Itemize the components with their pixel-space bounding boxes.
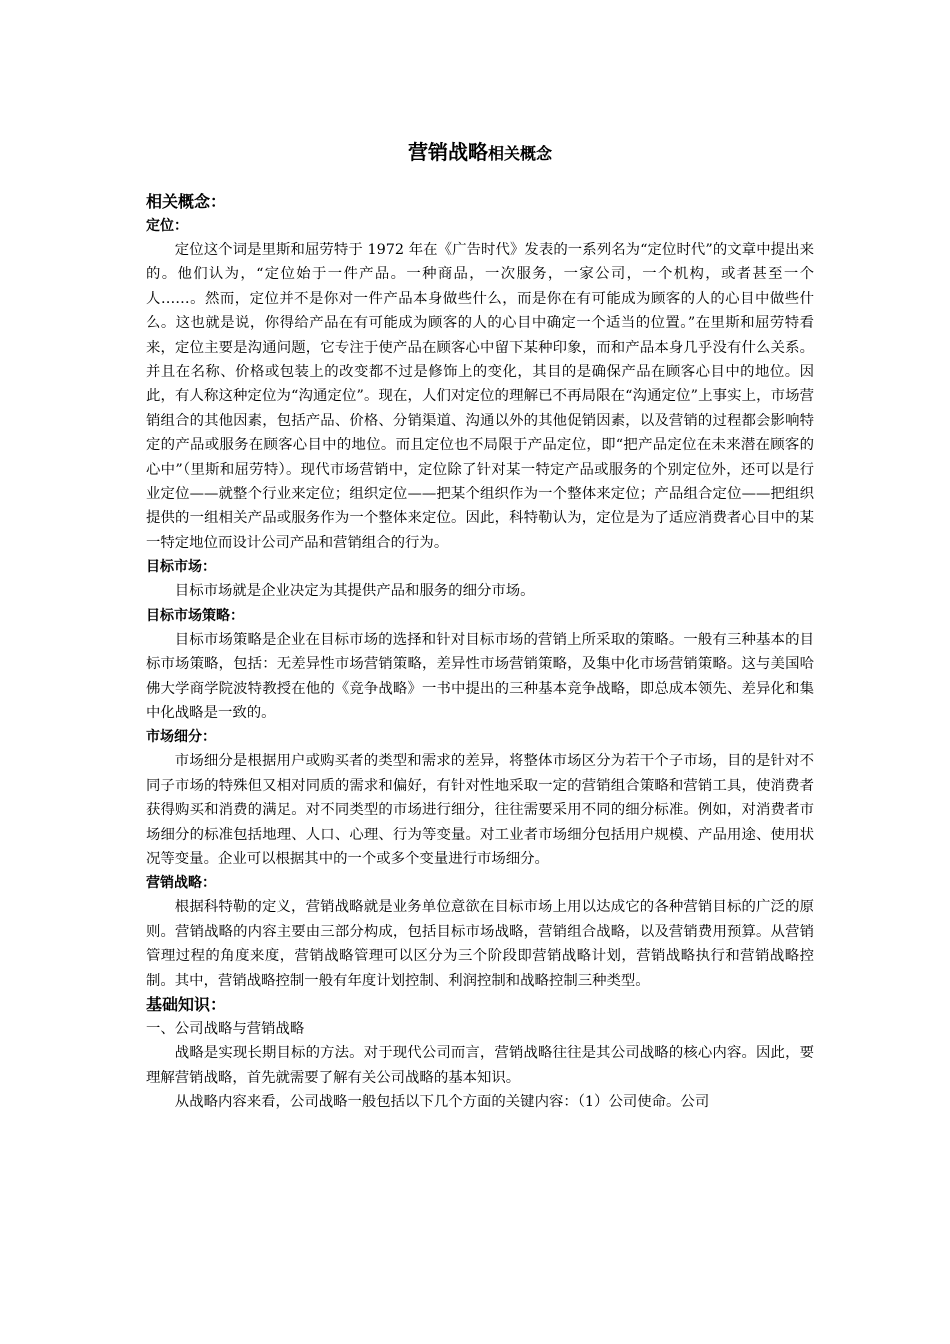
marketing-strategy-heading: 营销战略： [146,875,216,892]
marketing-strategy-paragraph: 根据科特勒的定义，营销战略就是业务单位意欲在目标市场上用以达成它的各种营销目标的广泛的原则。营销战略的内容主要由三部分构成，包括目标市场战略，营销组合战略，以及营销费用预算。从营销管理过程的角度来度，营销战略管理可以区分为三个阶段即营销战略计划，营销战略执行和营销战略控制。其中，营销战略控制一般有年度计划控制、利润控制和战略控制三种类型。 [146,899,814,989]
concepts-heading: 相关概念： [146,192,227,211]
target-strategy-heading: 目标市场策略： [146,607,244,624]
title-main: 营销战略 [407,140,488,164]
segmentation-heading: 市场细分： [146,729,216,746]
title-sub: 相关概念 [487,144,552,163]
target-strategy-paragraph: 目标市场策略是企业在目标市场的选择和针对目标市场的营销上所采取的策略。一般有三种基本的目标市场策略，包括：无差异性市场营销策略，差异性市场营销策略，及集中化市场营销策略。这与美国哈佛大学商学院波特教授在他的《竞争战略》一书中提出的三种基本竞争战略，即总成本领先、差异化和集中化战略是一致的。 [146,631,814,721]
positioning-paragraph: 定位这个词是里斯和屈劳特于 1972 年在《广告时代》发表的一系列名为“定位时代”的文章中提出来的。他们认为，“定位始于一件产品。一种商品，一次服务，一家公司，一个机构，或者甚至一个人……。然而，定位并不是你对一件产品本身做些什么，而是你在有可能成为顾客的人的心目中做些什么。这也就是说，你得给产品在有可能成为顾客的人的心目中确定一个适当的位置。”在里斯和屈劳特看来，定位主要是沟通问题，它专注于使产品在顾客心中留下某种印象，而和产品本身几乎没有什么关系。并且在名称、价格或包装上的改变都不过是修饰上的变化，其目的是确保产品在顾客心目中的地位。因此，有人称这种定位为“沟通定位”。现在，人们对定位的理解已不再局限在“沟通定位”上事实上，市场营销组合的其他因素，包括产品、价格、分销渠道、沟通以外的其他促销因素，以及营销的过程都会影响特定的产品或服务在顾客心目中的地位。而且定位也不局限于产品定位，即“把产品定位在未来潜在顾客的心中”（里斯和屈劳特）。现代市场营销中，定位除了针对某一特定产品或服务的个别定位外，还可以是行业定位——就整个行业来定位；组织定位——把某个组织作为一个整体来定位；产品组合定位——把组织提供的一组相关产品或服务作为一个整体来定位。因此，科特勒认为，定位是为了适应消费者心目中的某一特定地位而设计公司产品和营销组合的行为。 [146,242,814,551]
document-page [146,134,814,1115]
target-market-heading: 目标市场： [146,559,216,576]
segmentation-paragraph: 市场细分是根据用户或购买者的类型和需求的差异，将整体市场区分为若干个子市场，目的是针对不同子市场的特殊但又相对同质的需求和偏好，有针对性地采取一定的营销组合策略和营销工具，使消费者获得购买和消费的满足。对不同类型的市场进行细分，往往需要采用不同的细分标准。例如，对消费者市场细分的标准包括地理、人口、心理、行为等变量。对工业者市场细分包括用户规模、产品用途、使用状况等变量。企业可以根据其中的一个或多个变量进行市场细分。 [146,753,814,867]
target-market-paragraph: 目标市场就是企业决定为其提供产品和服务的细分市场。 [174,583,535,600]
positioning-heading: 定位： [146,218,188,234]
page-title [146,134,814,172]
section1-title: 一、公司战略与营销战略 [146,1020,305,1037]
basics-heading: 基础知识： [146,994,227,1014]
basics-paragraph-1: 战略是实现长期目标的方法。对于现代公司而言，营销战略往往是其公司战略的核心内容。因此，要理解营销战略，首先就需要了解有关公司战略的基本知识。 [146,1045,814,1086]
basics-paragraph-2: 从战略内容来看，公司战略一般包括以下几个方面的关键内容：（1）公司使命。公司 [174,1094,710,1111]
